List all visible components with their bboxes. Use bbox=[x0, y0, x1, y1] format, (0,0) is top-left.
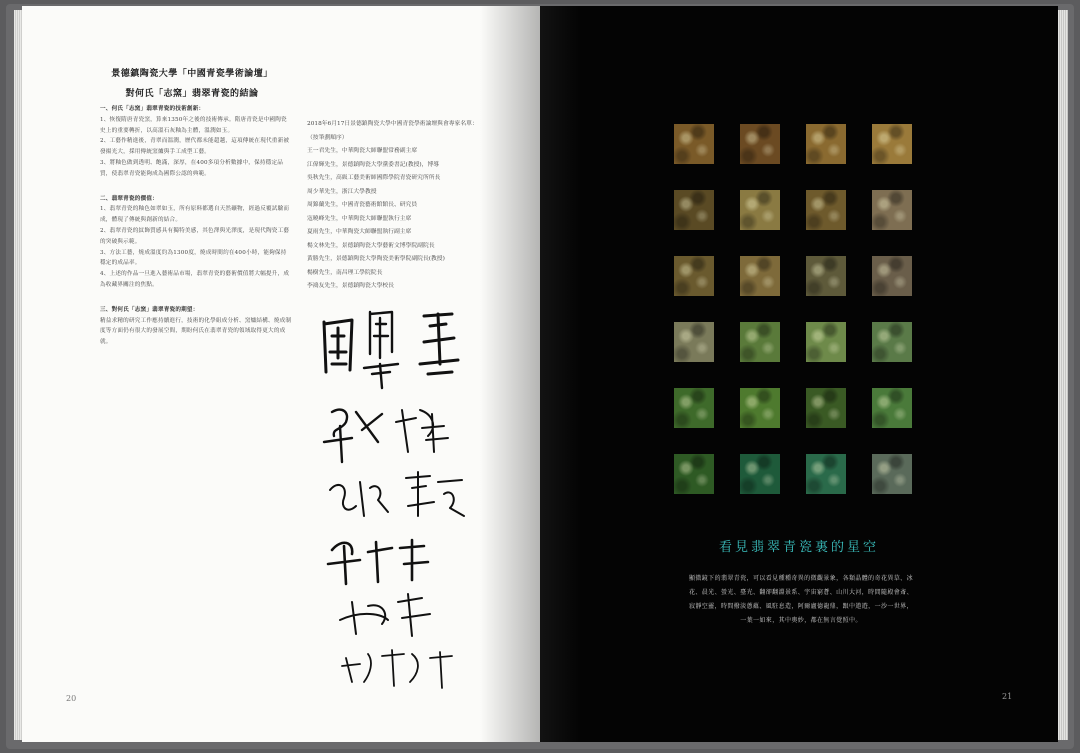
micrograph-tile bbox=[872, 388, 912, 428]
doc-title-line2: 對何氏「志窯」翡翠青瓷的結論 bbox=[125, 89, 259, 99]
names-header: （按筆劃順序） bbox=[307, 134, 348, 141]
micrograph-tile bbox=[740, 322, 780, 362]
micrograph-tile bbox=[674, 190, 714, 230]
attendee: 黃勝先生，景德鎮陶瓷大學陶瓷美術學院副院長(教授) bbox=[307, 256, 445, 262]
micrograph-tile bbox=[674, 124, 714, 164]
micrograph-tile bbox=[872, 190, 912, 230]
micrograph-tile bbox=[806, 190, 846, 230]
section-item: 精益求精的研究工作應持續進行，技術的化學組成分析、窯爐結構、燒成制度等方面仍有很大的發展空間，期盼何氏在翡翠青瓷的領域取得更大的成就。 bbox=[100, 317, 292, 346]
micrograph-tile bbox=[740, 388, 780, 428]
micrograph-tile bbox=[674, 388, 714, 428]
attendee: 周少華先生，浙江大學教授 bbox=[307, 188, 377, 195]
attendee: 楊樹先生，南昌理工學院院長 bbox=[307, 269, 383, 276]
section-heading: 三、對何氏「志窯」翡翠青瓷的期望： bbox=[100, 306, 199, 313]
date-line: 2018年6月17日景德鎮陶瓷大學中國青瓷學術論壇與會專家名單： bbox=[307, 121, 478, 127]
micrograph-tile bbox=[740, 124, 780, 164]
attendee: 周錦蘭先生，中國青瓷藝術館館長、研究員 bbox=[307, 202, 418, 208]
micrograph-tile bbox=[674, 454, 714, 494]
micrograph-tile bbox=[806, 124, 846, 164]
section-heading: 二、翡翠青瓷的價值： bbox=[100, 195, 158, 202]
micrograph-tile bbox=[872, 322, 912, 362]
section-item: 1、恢復隋唐青瓷窯，算來1350年之後的技術傳承。隋唐青瓷是中國陶瓷史上的重要轉折，以高溫石灰釉為主體，溫潤如玉。 bbox=[100, 116, 287, 134]
handwritten-signatures bbox=[312, 302, 512, 692]
attendee: 李鴻友先生，景德鎮陶瓷大學校長 bbox=[307, 283, 394, 289]
right-page-paragraph: 顯微鏡下的翡翠青瓷，可以看見種種奇異的微觀景象，各類晶體的奇花異草、冰花、晨光、螢光、臺光、翻卻翻淵景系、宇宙窮蒼、山川大河，時間隨殿會斎、寂靜空靈，時間撥淡蔥蘊、風駐息造，阿爾廬德龍鼎，跟中遨遊，一沙一世界，一葉一如來，其中奧妙，都在無言覺照中。 bbox=[688, 575, 913, 624]
micrograph-tile bbox=[806, 322, 846, 362]
micrograph-tile bbox=[806, 256, 846, 296]
attendee: 楊文林先生，景德鎮陶瓷大學藝術文博學院副院長 bbox=[307, 242, 435, 249]
left-page bbox=[22, 6, 540, 742]
section-item: 1、翡翠青瓷的釉色如翠如玉，所有原料都選自天然礦物，經過反覆試驗而成，體現了傳統與創新的結合。 bbox=[100, 206, 290, 224]
micrograph-tile bbox=[806, 454, 846, 494]
section-item: 3、方法工藝，燒成溫度約為1300度，燒成時間約在400小時，能夠保持穩定的成品率。 bbox=[100, 249, 287, 267]
right-page bbox=[540, 6, 1058, 742]
micrograph-tile bbox=[806, 388, 846, 428]
attendee-list bbox=[307, 118, 507, 294]
micrograph-tile bbox=[740, 454, 780, 494]
micrograph-tile bbox=[674, 322, 714, 362]
page-number-right: 21 bbox=[1002, 692, 1013, 701]
attendee: 王一君先生，中華陶瓷大師聯盟常務副主席 bbox=[307, 148, 418, 154]
right-page-heading: 看見翡翠青瓷裏的星空 bbox=[718, 540, 879, 555]
attendee: 江偉輝先生，景德鎮陶瓷大學黨委書記(教授)，博導 bbox=[307, 161, 440, 168]
doc-title-line1: 景德鎮陶瓷大學「中國青瓷學術論壇」 bbox=[111, 69, 273, 79]
micrograph-tile bbox=[674, 256, 714, 296]
attendee: 夏雨先生，中華陶瓷大師聯盟執行副主席 bbox=[307, 229, 412, 235]
attendee: 寇曉峰先生，中華陶瓷大師聯盟執行主席 bbox=[307, 215, 412, 222]
page-number-left: 20 bbox=[66, 694, 77, 703]
section-item: 4、上述的作品一旦進入藝術品市場，翡翠青瓷的藝術價值將大幅提升，成為收藏界關注的焦點。 bbox=[100, 271, 290, 288]
section-item: 2、翡翠青瓷的紋飾質感具有獨特美感，其色澤與光澤度，是現代陶瓷工藝的突破與示範。 bbox=[100, 227, 290, 245]
micrograph-tile bbox=[872, 256, 912, 296]
micrograph-tile bbox=[872, 124, 912, 164]
section-heading: 一、何氏「志窯」翡翠青瓷的技術創新： bbox=[100, 106, 205, 112]
attendee: 吳秋先生，高級工藝美術師國際學院青瓷研究所所長 bbox=[307, 175, 441, 181]
micrograph-tile bbox=[872, 454, 912, 494]
micrograph-tile bbox=[740, 190, 780, 230]
left-column-text bbox=[100, 104, 292, 348]
micrograph-tile bbox=[740, 256, 780, 296]
section-item: 3、將釉色做到透明、飽滿，深厚，在400多項分析數據中，保持穩定品質，使翡翠青瓷能夠成為國際公認的典範。 bbox=[100, 159, 284, 177]
section-item: 2、工藝作精進後，青翠而溫潤，歷代都未能超越，這項傳統在現代重新被發揚光大，採用傳統窯爐與手工成型工藝。 bbox=[100, 138, 290, 156]
